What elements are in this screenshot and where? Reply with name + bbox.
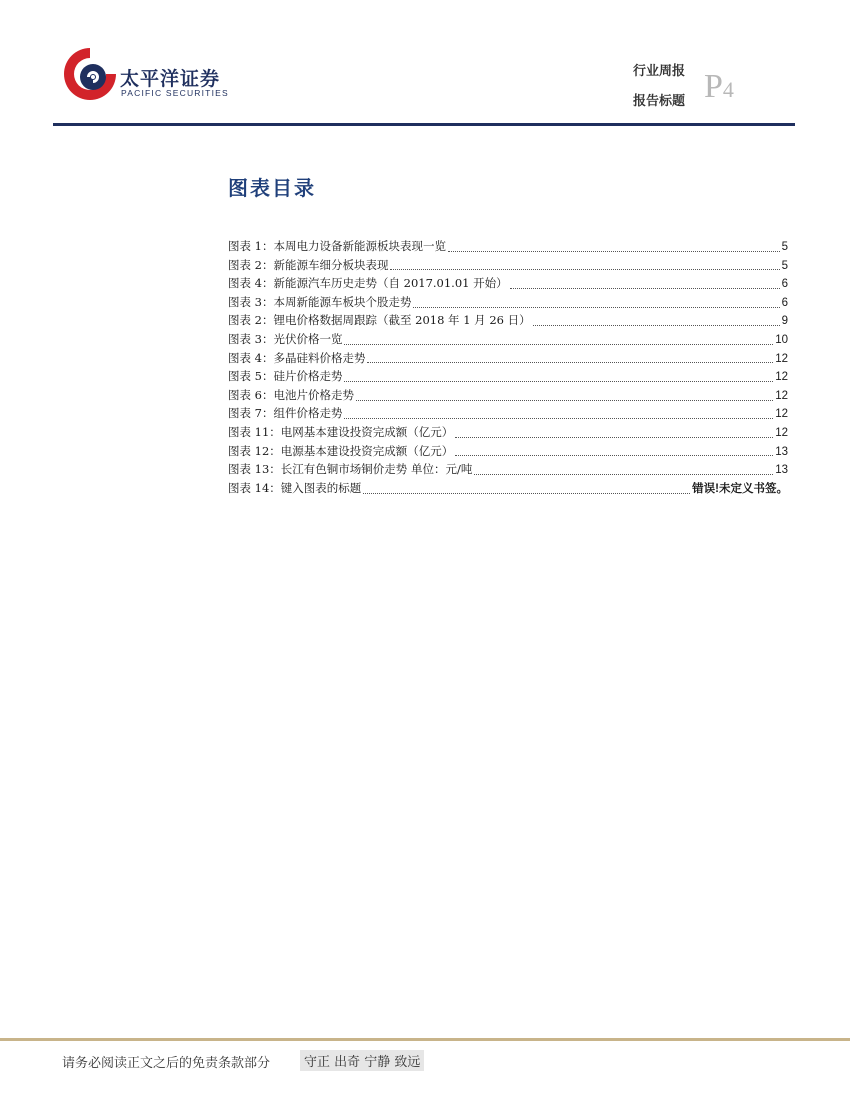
toc-entry-label: 图表 12：电源基本建设投资完成额（亿元） <box>228 443 454 458</box>
footer-motto: 守正 出奇 宁静 致远 <box>300 1050 424 1071</box>
toc-entry-page: 6 <box>781 296 788 309</box>
toc-dot-leader <box>533 315 780 326</box>
toc-entry-page: 12 <box>775 426 788 439</box>
toc-entry-label: 图表 7：组件价格走势 <box>228 406 343 421</box>
toc-entry[interactable] <box>228 238 788 257</box>
toc-entry-label: 图表 1：本周电力设备新能源板块表现一览 <box>228 239 446 253</box>
toc-dot-leader <box>510 278 780 289</box>
toc-dot-leader <box>356 390 773 401</box>
footer-disclaimer: 请务必阅读正文之后的免责条款部分 <box>62 1056 271 1071</box>
toc-entry-page: 5 <box>781 241 788 253</box>
toc-entry[interactable] <box>228 405 788 424</box>
toc-entry-label: 图表 2：新能源车细分板块表现 <box>228 257 389 272</box>
toc-entry-page: 12 <box>775 352 788 365</box>
toc-entry-label: 图表 3：光伏价格一览 <box>228 331 343 346</box>
toc-dot-leader <box>455 445 773 456</box>
toc-dot-leader <box>344 408 773 419</box>
toc-entry-label: 图表 6：电池片价格走势 <box>228 387 354 402</box>
brand-name-cn: 太平洋证券 <box>120 68 221 90</box>
toc-dot-leader <box>367 352 773 363</box>
toc-dot-leader <box>448 241 780 252</box>
toc-entry-label: 图表 2：锂电价格数据周跟踪（截至 2018 年 1 月 26 日） <box>228 313 531 328</box>
toc-dot-leader <box>344 371 773 382</box>
toc-entry[interactable] <box>228 257 788 276</box>
toc-entry-page: 13 <box>775 464 788 477</box>
page-letter: P <box>704 68 723 105</box>
toc-entry-page: 5 <box>781 259 788 272</box>
brand-name-en: PACIFIC SECURITIES <box>121 88 229 98</box>
toc-entry[interactable] <box>228 331 788 350</box>
toc-dot-leader <box>413 297 779 308</box>
toc-entry[interactable] <box>228 350 788 369</box>
toc-entry-label: 图表 11：电网基本建设投资完成额（亿元） <box>228 424 454 439</box>
toc-dot-leader <box>390 259 779 270</box>
toc-dot-leader <box>344 334 773 345</box>
report-type: 行业周报 <box>632 64 685 79</box>
toc-entry[interactable] <box>228 461 788 480</box>
toc-entry-page: 12 <box>775 389 788 402</box>
page-digit: 4 <box>722 77 734 102</box>
toc-entry-page: 12 <box>775 408 788 421</box>
toc-entry-page: 13 <box>775 445 788 458</box>
toc-list <box>228 238 788 498</box>
header-divider <box>53 123 795 126</box>
toc-entry[interactable] <box>228 424 788 443</box>
report-title-label: 报告标题 <box>632 94 685 109</box>
toc-entry-page: 10 <box>775 333 788 346</box>
toc-entry-label: 图表 14：键入图表的标题 <box>228 480 362 495</box>
toc-entry[interactable] <box>228 312 788 331</box>
toc-entry-page: 9 <box>781 315 788 328</box>
toc-entry[interactable] <box>228 387 788 406</box>
toc-entry-label: 图表 3：本周新能源车板块个股走势 <box>228 294 412 309</box>
toc-entry-label: 图表 4：新能源汽车历史走势（自 2017.01.01 开始） <box>228 276 508 291</box>
toc-title: 图表目录 <box>228 176 316 200</box>
toc-entry[interactable] <box>228 275 788 294</box>
toc-entry-page: 12 <box>775 371 788 384</box>
toc-entry-label: 图表 4：多晶硅料价格走势 <box>228 350 366 365</box>
page-header <box>0 0 850 130</box>
toc-dot-leader <box>455 427 773 438</box>
toc-entry[interactable] <box>228 368 788 387</box>
toc-entry-label: 图表 5：硅片价格走势 <box>228 369 343 384</box>
toc-entry[interactable] <box>228 294 788 313</box>
toc-entry-page-error: 错误!未定义书签。 <box>692 482 788 495</box>
toc-entry-label: 图表 13：长江有色铜市场铜价走势 单位：元/吨 <box>228 462 473 477</box>
toc-entry-page: 6 <box>781 278 788 291</box>
toc-dot-leader <box>363 483 690 494</box>
pacific-securities-logo-icon <box>60 44 120 104</box>
footer-divider <box>0 1038 850 1041</box>
toc-dot-leader <box>474 464 773 475</box>
toc-entry[interactable] <box>228 480 788 499</box>
toc-entry[interactable] <box>228 443 788 462</box>
page-number <box>704 68 734 106</box>
